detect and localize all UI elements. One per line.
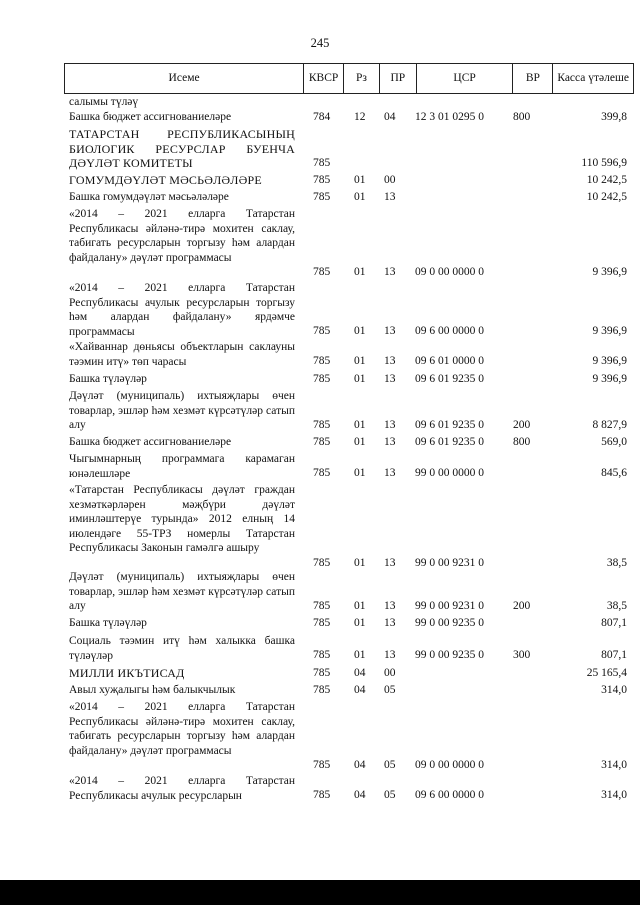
row-csr: 09 6 01 9235 0 <box>415 436 484 448</box>
row-vr: 800 <box>513 111 531 123</box>
row-csr: 09 6 00 0000 0 <box>415 789 484 801</box>
row-sum: 314,0 <box>601 789 627 801</box>
table-row <box>0 666 640 680</box>
table-row <box>0 683 640 697</box>
row-name: ТАТАРСТАН РЕСПУБЛИКАСЫНЫҢ БИОЛОГИК РЕСУРСЛАР БУЕНЧА ДӘҮЛӘТ КОМИТЕТЫ <box>69 127 295 171</box>
row-sum: 569,0 <box>601 436 627 448</box>
row-kvsr: 785 <box>313 667 331 679</box>
row-rz: 04 <box>354 789 366 801</box>
row-name: МИЛЛИ ИКЪТИСАД <box>69 666 185 680</box>
row-csr: 99 0 00 9235 0 <box>415 649 484 661</box>
row-sum: 807,1 <box>601 649 627 661</box>
row-kvsr: 785 <box>313 266 331 278</box>
row-sum: 25 165,4 <box>586 667 627 679</box>
row-pr: 13 <box>384 600 396 612</box>
row-kvsr: 785 <box>313 325 331 337</box>
row-csr: 09 0 00 0000 0 <box>415 759 484 771</box>
header-sum: Касса үтәлеше <box>557 72 629 84</box>
row-pr: 13 <box>384 325 396 337</box>
row-pr: 13 <box>384 419 396 431</box>
page-number: 245 <box>310 36 330 50</box>
row-pr: 13 <box>384 266 396 278</box>
row-pr: 13 <box>384 355 396 367</box>
row-name: Чыгымнарның программага карамаган юнәлешләре <box>69 453 295 480</box>
table-row <box>0 483 640 570</box>
row-name: «Татарстан Республикасы дәүләт граждан хезмәткәрләрен мәҗбүри дәүләт иминләштерүе турында» 2012 елның 14 июлендәге 55-ТРЗ номерлы Татарстан Республикасы Законын гамәлгә ашыру <box>69 484 295 555</box>
row-csr: 12 3 01 0295 0 <box>415 111 484 123</box>
row-pr: 00 <box>384 667 396 679</box>
row-kvsr: 785 <box>313 436 331 448</box>
table-row <box>0 774 640 802</box>
row-sum: 38,5 <box>606 600 627 612</box>
row-csr: 99 0 00 0000 0 <box>415 467 484 479</box>
table-row <box>0 281 640 338</box>
row-rz: 01 <box>354 557 366 569</box>
row-sum: 9 396,9 <box>592 373 627 385</box>
row-name: Башка бюджет ассигнованиеләре <box>69 111 232 123</box>
row-pr: 13 <box>384 649 396 661</box>
row-sum: 38,5 <box>606 557 627 569</box>
row-csr: 09 6 01 0000 0 <box>415 355 484 367</box>
header-name: Исеме <box>65 64 304 93</box>
table-row <box>0 435 640 449</box>
table-row <box>0 634 640 662</box>
row-csr: 09 6 01 9235 0 <box>415 373 484 385</box>
row-pr: 05 <box>384 759 396 771</box>
row-sum: 314,0 <box>601 759 627 771</box>
row-name: Дәүләт (муниципаль) ихтыяҗлары өчен товарлар, эшләр һәм хезмәт күрсәтүләр сатып алу <box>69 390 295 432</box>
row-csr: 99 0 00 9231 0 <box>415 600 484 612</box>
row-kvsr: 785 <box>313 419 331 431</box>
row-rz: 04 <box>354 759 366 771</box>
row-vr: 800 <box>513 436 531 448</box>
table-row <box>0 110 640 124</box>
row-kvsr: 785 <box>313 373 331 385</box>
row-csr: 99 0 00 9231 0 <box>415 557 484 569</box>
row-rz: 01 <box>354 174 366 186</box>
table-row <box>0 95 640 109</box>
row-kvsr: 785 <box>313 355 331 367</box>
header-kvsr: КВСР <box>304 64 344 93</box>
row-kvsr: 785 <box>313 174 331 186</box>
row-sum: 807,1 <box>601 617 627 629</box>
row-sum: 10 242,5 <box>586 191 627 203</box>
row-sum: 314,0 <box>601 684 627 696</box>
row-csr: 09 6 00 0000 0 <box>415 325 484 337</box>
row-pr: 05 <box>384 684 396 696</box>
table-row <box>0 190 640 204</box>
row-kvsr: 785 <box>313 600 331 612</box>
row-csr: 99 0 00 9235 0 <box>415 617 484 629</box>
row-kvsr: 785 <box>313 557 331 569</box>
row-kvsr: 785 <box>313 789 331 801</box>
row-kvsr: 785 <box>313 684 331 696</box>
row-sum: 8 827,9 <box>592 419 627 431</box>
row-pr: 05 <box>384 789 396 801</box>
row-kvsr: 785 <box>313 191 331 203</box>
row-rz: 01 <box>354 191 366 203</box>
table-row <box>0 700 640 772</box>
row-kvsr: 785 <box>313 157 331 169</box>
table-row <box>0 207 640 279</box>
table-row <box>0 452 640 480</box>
row-rz: 01 <box>354 467 366 479</box>
row-rz: 01 <box>354 419 366 431</box>
row-rz: 01 <box>354 600 366 612</box>
row-sum: 110 596,9 <box>581 157 627 169</box>
row-name: Башка гомумдәүләт мәсьәләләре <box>69 191 229 203</box>
row-rz: 01 <box>354 325 366 337</box>
row-rz: 01 <box>354 617 366 629</box>
table-row <box>0 570 640 613</box>
row-sum: 845,6 <box>601 467 627 479</box>
row-name: салымы түләү <box>69 96 139 108</box>
row-rz: 12 <box>354 111 366 123</box>
row-pr: 13 <box>384 617 396 629</box>
row-name: Социаль тәэмин итү һәм халыкка башка түләүләр <box>69 635 295 662</box>
row-kvsr: 785 <box>313 617 331 629</box>
row-rz: 01 <box>354 649 366 661</box>
scan-bottom-border <box>0 880 640 905</box>
row-name: Башка бюджет ассигнованиеләре <box>69 436 232 448</box>
row-kvsr: 785 <box>313 467 331 479</box>
header-csr: ЦСР <box>417 64 514 93</box>
row-rz: 01 <box>354 436 366 448</box>
header-vr: ВР <box>513 64 553 93</box>
row-name: ГОМУМДӘҮЛӘТ МӘСЬӘЛӘЛӘРЕ <box>69 173 262 187</box>
row-kvsr: 785 <box>313 649 331 661</box>
header-pr: ПР <box>380 64 417 93</box>
row-rz: 01 <box>354 373 366 385</box>
row-pr: 13 <box>384 467 396 479</box>
table-row <box>0 173 640 187</box>
row-pr: 13 <box>384 557 396 569</box>
row-kvsr: 784 <box>313 111 331 123</box>
row-name: «2014 – 2021 елларга Татарстан Республикасы әйләнә-тирә мохитен саклау, табигать ресурсларын торгызу һәм алардан файдалану» дәүләт программасы <box>69 208 295 264</box>
row-sum: 9 396,9 <box>592 325 627 337</box>
row-vr: 200 <box>513 600 531 612</box>
row-pr: 00 <box>384 174 396 186</box>
header-rz: Рз <box>344 64 380 93</box>
row-sum: 9 396,9 <box>592 355 627 367</box>
row-name: «2014 – 2021 елларга Татарстан Республикасы әйләнә-тирә мохитен саклау, табигать ресурсларын торгызу һәм алардан файдалану» дәүләт программасы <box>69 701 295 757</box>
row-csr: 09 6 01 9235 0 <box>415 419 484 431</box>
row-name: «2014 – 2021 елларга Татарстан Республикасы ачулык ресурсларын торгызу һәм алардан файдалану» ярдәмче программасы <box>69 282 295 338</box>
row-rz: 01 <box>354 355 366 367</box>
row-name: «2014 – 2021 елларга Татарстан Республикасы ачулык ресурсларын <box>69 775 295 802</box>
table-row <box>0 616 640 630</box>
row-vr: 300 <box>513 649 531 661</box>
row-pr: 13 <box>384 191 396 203</box>
row-name: Башка түләүләр <box>69 373 147 385</box>
row-name: Дәүләт (муниципаль) ихтыяҗлары өчен товарлар, эшләр һәм хезмәт күрсәтүләр сатып алу <box>69 571 295 613</box>
row-csr: 09 0 00 0000 0 <box>415 266 484 278</box>
table-header <box>64 63 634 94</box>
row-sum: 9 396,9 <box>592 266 627 278</box>
table-row <box>0 127 640 170</box>
table-row <box>0 389 640 432</box>
row-pr: 13 <box>384 436 396 448</box>
row-vr: 200 <box>513 419 531 431</box>
row-name: Башка түләүләр <box>69 617 147 629</box>
row-rz: 04 <box>354 684 366 696</box>
row-sum: 399,8 <box>601 111 627 123</box>
row-sum: 10 242,5 <box>586 174 627 186</box>
row-rz: 01 <box>354 266 366 278</box>
row-kvsr: 785 <box>313 759 331 771</box>
row-pr: 04 <box>384 111 396 123</box>
table-row <box>0 372 640 386</box>
row-pr: 13 <box>384 373 396 385</box>
row-rz: 04 <box>354 667 366 679</box>
row-name: «Хайваннар дөньясы объектларын саклауны тәэмин итү» төп чарасы <box>69 341 295 368</box>
table-row <box>0 340 640 368</box>
row-name: Авыл хуҗалыгы һәм балыкчылык <box>69 684 236 696</box>
